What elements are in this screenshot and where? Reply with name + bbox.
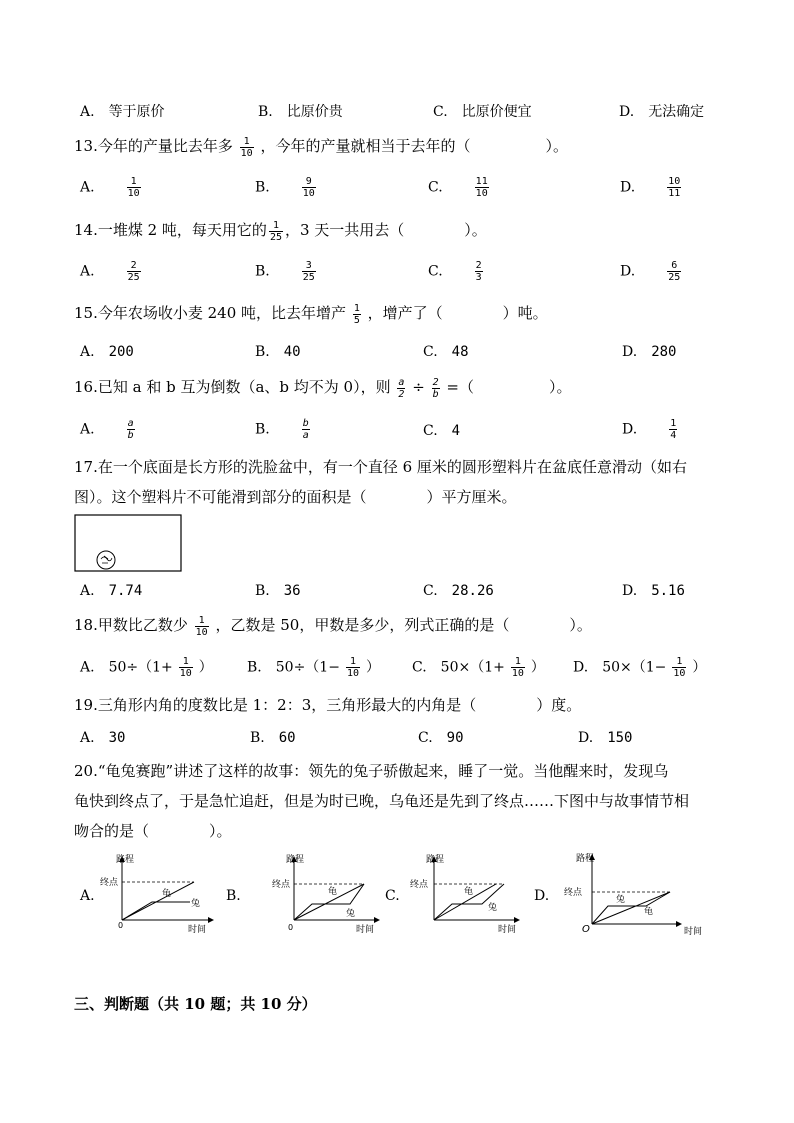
axis-x-label: 时间: [188, 925, 207, 934]
origin-label: 0: [118, 921, 124, 930]
turtle-label: 龟: [162, 889, 172, 899]
q13-option-b[interactable]: B. $\frac{9}{10}$: [255, 176, 315, 199]
q20-option-b[interactable]: B.: [226, 888, 241, 904]
goal-label: 终点: [410, 880, 429, 890]
q13-option-a[interactable]: A. $\frac{1}{10}$: [80, 176, 140, 199]
rabbit-label: 兔: [346, 909, 356, 919]
turtle-label: 龟: [464, 887, 474, 897]
q16-stem: 16.已知 a 和 b 互为倒数（a、b 均不为 0），则 $\frac{a}{2}$ ÷ $\frac{2}{b}$ =（ ）。: [74, 376, 572, 400]
q18-stem: 18.甲数比乙数少 $\frac{1}{10}$ ，乙数是 50，甲数是多少，列式正确的是（ ）。: [74, 614, 592, 638]
axis-y-label: 路程: [286, 855, 305, 865]
q20-stem-line2: 龟快到终点了，于是急忙追赶，但是为时已晚，乌龟还是先到了终点……下图中与故事情节相: [74, 792, 690, 810]
q12-option-b[interactable]: B. 比原价贵: [258, 104, 343, 120]
q13-stem: 13.今年的产量比去年多 $\frac{1}{10}$ ，今年的产量就相当于去年的（ ）。: [74, 135, 568, 159]
origin-label: O: [582, 924, 590, 935]
axis-x-label: 时间: [498, 925, 517, 934]
q19-option-d[interactable]: D. 150: [578, 730, 633, 746]
q12-option-a[interactable]: A. 等于原价: [80, 104, 165, 120]
q17-stem-line1: 17.在一个底面是长方形的洗脸盆中，有一个直径 6 厘米的圆形塑料片在盆底任意滑动（如右: [74, 458, 687, 476]
q17-option-d[interactable]: D. 5.16: [622, 583, 685, 599]
turtle-label: 龟: [328, 887, 338, 897]
q20-stem-line3: 吻合的是（ ）。: [74, 822, 232, 840]
q16-option-a[interactable]: A. $\frac{a}{b}$: [80, 418, 134, 441]
q16-option-d[interactable]: D. $\frac{1}{4}$: [622, 418, 677, 441]
q17-option-c[interactable]: C. 28.26: [423, 583, 494, 599]
q14-option-b[interactable]: B. $\frac{3}{25}$: [255, 260, 315, 283]
q13-option-c[interactable]: C. $\frac{11}{10}$: [428, 176, 488, 199]
goal-label: 终点: [272, 880, 291, 890]
q20-option-d[interactable]: D.: [534, 888, 550, 904]
race-graph-a: [98, 852, 218, 938]
q18-option-a[interactable]: A. 50÷（1+ $\frac{1}{10}$ ）: [80, 656, 213, 679]
q15-stem: 15.今年农场收小麦 240 吨，比去年增产 $\frac{1}{5}$ ，增产了（ ）吨。: [74, 302, 548, 326]
turtle-label: 龟: [644, 907, 654, 917]
q13-option-d[interactable]: D. $\frac{10}{11}$: [620, 176, 681, 199]
axis-x-label: 时间: [356, 925, 375, 934]
q19-option-b[interactable]: B. 60: [250, 730, 296, 746]
q12-option-d[interactable]: D. 无法确定: [619, 104, 705, 120]
q16-option-c[interactable]: C. 4: [423, 423, 461, 439]
axis-y-label: 路程: [116, 855, 135, 865]
race-graph-d: [558, 848, 710, 942]
goal-label: 终点: [564, 888, 583, 898]
q18-option-b[interactable]: B. 50÷（1− $\frac{1}{10}$ ）: [247, 656, 380, 679]
q15-option-c[interactable]: C. 48: [423, 344, 469, 360]
q14-option-c[interactable]: C. $\frac{2}{3}$: [428, 260, 482, 283]
goal-label: 终点: [100, 878, 119, 888]
q19-option-c[interactable]: C. 90: [418, 730, 464, 746]
q12-option-c[interactable]: C. 比原价便宜: [433, 104, 532, 120]
q20-option-c[interactable]: C.: [385, 888, 400, 904]
origin-label: 0: [288, 923, 294, 932]
q17-option-b[interactable]: B. 36: [255, 583, 301, 599]
axis-x-label: 时间: [684, 927, 703, 937]
q20-stem-line1: 20.“龟兔赛跑”讲述了这样的故事：领先的兔子骄傲起来，睡了一觉。当他醒来时，发现乌: [74, 762, 669, 780]
race-graph-b: [272, 852, 384, 938]
axis-y-label: 路程: [426, 855, 445, 865]
rabbit-label: 兔: [616, 895, 626, 905]
q15-option-b[interactable]: B. 40: [255, 344, 301, 360]
q20-option-a[interactable]: A.: [80, 888, 95, 904]
q14-stem: 14.一堆煤 2 吨，每天用它的 $\frac{1}{25}$ ，3 天一共用去（ ）。: [74, 219, 487, 243]
q15-option-a[interactable]: A. 200: [80, 344, 134, 360]
q16-option-b[interactable]: B. $\frac{b}{a}$: [255, 418, 309, 441]
rabbit-label: 兔: [488, 903, 498, 913]
q17-option-a[interactable]: A. 7.74: [80, 583, 143, 599]
q14-option-a[interactable]: A. $\frac{2}{25}$: [80, 260, 140, 283]
q19-option-a[interactable]: A. 30: [80, 730, 126, 746]
q15-option-d[interactable]: D. 280: [622, 344, 677, 360]
q18-option-c[interactable]: C. 50×（1+ $\frac{1}{10}$ ）: [412, 656, 545, 679]
axis-y-label: 路程: [576, 854, 595, 864]
q19-stem: 19.三角形内角的度数比是 1：2：3，三角形最大的内角是（ ）度。: [74, 696, 582, 714]
washbasin-figure: [74, 513, 182, 573]
q17-stem-line2: 图）。这个塑料片不可能滑到部分的面积是（ ）平方厘米。: [74, 488, 517, 506]
section-3-heading: 三、判断题（共 10 题；共 10 分）: [74, 995, 317, 1013]
q14-option-d[interactable]: D. $\frac{6}{25}$: [620, 260, 681, 283]
race-graph-c: [404, 852, 524, 938]
q18-option-d[interactable]: D. 50×（1− $\frac{1}{10}$ ）: [573, 656, 707, 679]
rabbit-label: 兔: [191, 899, 201, 909]
